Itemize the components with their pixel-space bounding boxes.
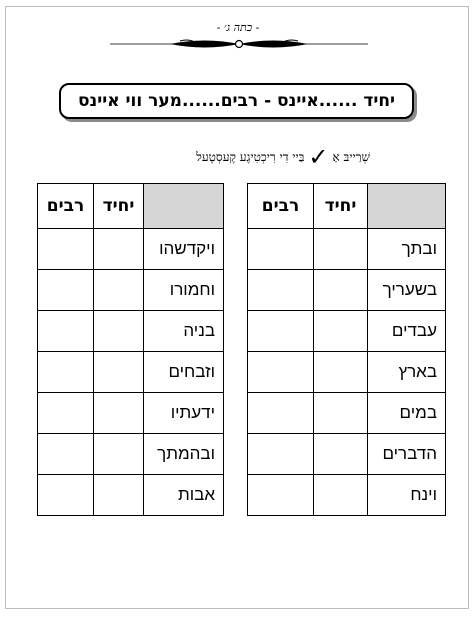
header-word bbox=[144, 184, 224, 229]
table-row bbox=[248, 270, 446, 311]
word-cell: בארץ bbox=[368, 352, 446, 393]
word-cell: וזבחים bbox=[144, 352, 224, 393]
word-cell: הדברים bbox=[368, 434, 446, 475]
plural-checkbox-cell[interactable] bbox=[38, 475, 94, 516]
plural-checkbox-cell[interactable] bbox=[38, 393, 94, 434]
singular-checkbox-cell[interactable] bbox=[314, 311, 368, 352]
singular-checkbox-cell[interactable] bbox=[314, 434, 368, 475]
table-header-row bbox=[38, 184, 224, 229]
title-box bbox=[59, 83, 414, 119]
singular-checkbox-cell[interactable] bbox=[94, 352, 144, 393]
word-table-left bbox=[37, 183, 224, 516]
word-cell: ידעתיו bbox=[144, 393, 224, 434]
title-text: יחיד ......איינס - רבים......מער ווי איינס bbox=[77, 91, 396, 111]
plural-checkbox-cell[interactable] bbox=[248, 475, 314, 516]
checkmark-icon: ✓ bbox=[308, 143, 329, 171]
plural-checkbox-cell[interactable] bbox=[38, 311, 94, 352]
singular-checkbox-cell[interactable] bbox=[94, 393, 144, 434]
word-cell: בניה bbox=[144, 311, 224, 352]
singular-checkbox-cell[interactable] bbox=[94, 311, 144, 352]
singular-checkbox-cell[interactable] bbox=[314, 393, 368, 434]
table-row bbox=[38, 434, 224, 475]
word-cell: עבדים bbox=[368, 311, 446, 352]
word-cell: וינח bbox=[368, 475, 446, 516]
singular-checkbox-cell[interactable] bbox=[94, 229, 144, 270]
word-cell: ויקדשהו bbox=[144, 229, 224, 270]
plural-checkbox-cell[interactable] bbox=[248, 393, 314, 434]
instruction bbox=[120, 142, 370, 172]
plural-checkbox-cell[interactable] bbox=[248, 229, 314, 270]
plural-checkbox-cell[interactable] bbox=[248, 434, 314, 475]
table-row bbox=[38, 352, 224, 393]
class-label: - כתה ג׳ - bbox=[216, 21, 260, 34]
plural-checkbox-cell[interactable] bbox=[248, 311, 314, 352]
table-header-row bbox=[248, 184, 446, 229]
header-word bbox=[368, 184, 446, 229]
plural-checkbox-cell[interactable] bbox=[248, 352, 314, 393]
table-row bbox=[248, 475, 446, 516]
word-cell: במים bbox=[368, 393, 446, 434]
table-row bbox=[248, 393, 446, 434]
singular-checkbox-cell[interactable] bbox=[94, 270, 144, 311]
singular-checkbox-cell[interactable] bbox=[94, 434, 144, 475]
instruction-text-end: בַּיי דִי רִיכְטִיגֶע קֶעסְטֶעל bbox=[196, 149, 305, 164]
word-cell: בשעריך bbox=[368, 270, 446, 311]
header-plural: רבים bbox=[38, 184, 94, 229]
word-cell: וחמורו bbox=[144, 270, 224, 311]
word-cell: ובהמתך bbox=[144, 434, 224, 475]
header-singular: יחיד bbox=[94, 184, 144, 229]
singular-checkbox-cell[interactable] bbox=[314, 352, 368, 393]
instruction-text-start: שְׁרַייבּ אַ bbox=[332, 149, 370, 164]
table-row bbox=[38, 229, 224, 270]
word-cell: ובתך bbox=[368, 229, 446, 270]
plural-checkbox-cell[interactable] bbox=[38, 352, 94, 393]
table-row bbox=[248, 229, 446, 270]
table-row bbox=[38, 393, 224, 434]
header-singular: יחיד bbox=[314, 184, 368, 229]
plural-checkbox-cell[interactable] bbox=[38, 229, 94, 270]
plural-checkbox-cell[interactable] bbox=[38, 270, 94, 311]
table-row bbox=[38, 475, 224, 516]
plural-checkbox-cell[interactable] bbox=[248, 270, 314, 311]
table-row bbox=[248, 352, 446, 393]
singular-checkbox-cell[interactable] bbox=[94, 475, 144, 516]
word-table-right bbox=[247, 183, 446, 516]
table-row bbox=[248, 434, 446, 475]
plural-checkbox-cell[interactable] bbox=[38, 434, 94, 475]
divider-ornament bbox=[110, 36, 368, 52]
table-row bbox=[248, 311, 446, 352]
word-cell: אבות bbox=[144, 475, 224, 516]
table-row bbox=[38, 311, 224, 352]
singular-checkbox-cell[interactable] bbox=[314, 229, 368, 270]
singular-checkbox-cell[interactable] bbox=[314, 475, 368, 516]
header-plural: רבים bbox=[248, 184, 314, 229]
singular-checkbox-cell[interactable] bbox=[314, 270, 368, 311]
table-row bbox=[38, 270, 224, 311]
